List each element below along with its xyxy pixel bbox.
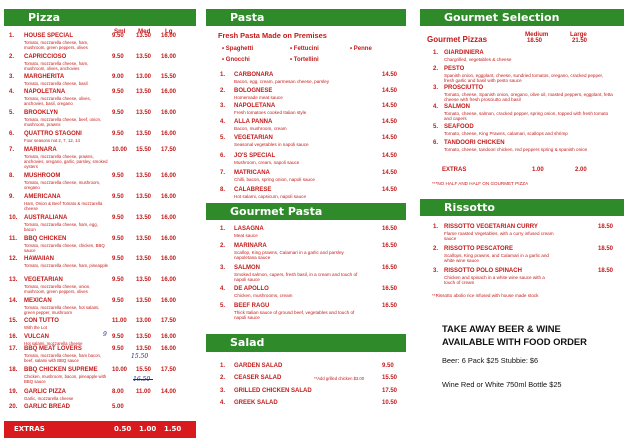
pizza-item-price: 13.00 [136,74,152,80]
risotto-item-name: RISSOTTO PESCATORE [444,246,514,252]
pizza-item-price: 16.00 [161,298,177,304]
pizza-item-number: 12. [9,256,18,262]
gourmet-pasta-item-number: 4. [220,286,226,292]
salad-item-price: 17.50 [382,388,398,394]
pasta-item-number: 3. [220,103,226,109]
pizza-extras-sml: 0.50 [114,425,132,433]
gourmet-extras-medium: 1.00 [532,167,544,173]
pizza-item-number: 5. [9,110,15,116]
risotto-header-band [420,199,624,216]
pizza-item-price: 16.00 [161,173,177,179]
pizza-item-price: 9.50 [112,334,124,340]
gourmet-item-name: GIARDINIERA [444,50,484,56]
pizza-item-price: 9.50 [112,236,124,242]
pizza-item-price: 17.50 [161,147,177,153]
salad-item-number: 4. [220,400,226,406]
pasta-item-price: 14.50 [382,88,398,94]
gourmet-pasta-item-desc: Scallop, King prawns, Calamari in a garlic and parsley napoletana sauce [234,250,344,260]
pizza-item-number: 19. [9,389,18,395]
gourmet-pasta-item-name: DE APOLLO [234,286,269,292]
pizza-item-price: 16.00 [161,215,177,221]
pizza-item-number: 1. [9,33,15,39]
gourmet-pasta-item-desc: Meat sauce [234,233,258,238]
pasta-item-name: CARBONARA [234,72,274,78]
pasta-item-price: 14.50 [382,119,398,125]
gourmet-pasta-item-price: 16.50 [382,243,398,249]
pizza-item-price: 15.50 [136,147,152,153]
risotto-item-number: 2. [433,246,439,252]
pizza-item-price: 9.50 [112,54,124,60]
pizza-item-price: 8.00 [112,389,124,395]
pizza-item-price: 16.00 [161,256,177,262]
pizza-item-name: VULCAN [24,334,49,340]
pasta-type-fettucini: • Fettucini [290,46,319,52]
gourmet-pasta-title: Gourmet Pasta [230,205,323,218]
pizza-item-price: 9.00 [112,74,124,80]
pizza-item-price: 16.00 [161,277,177,283]
salad-item-number: 3. [220,388,226,394]
pizza-item-desc: Tomato, mozzarella cheese, ham, mushroom, green peppers, olives [24,40,89,50]
pizza-item-number: 4. [9,89,15,95]
risotto-item-number: 1. [433,224,439,230]
pizza-item-name: AUSTRALIANA [24,215,68,221]
pizza-title: Pizza [28,11,61,24]
pizza-item-price: 14.00 [161,389,177,395]
pizza-item-price: 16.00 [161,236,177,242]
pasta-item-number: 1. [220,72,226,78]
pizza-item-price: 16.00 [161,33,177,39]
gourmet-pasta-item-price: 16.50 [382,226,398,232]
risotto-item-desc: Scallops, King prawns, and Calamari in a garlic and white wine sauce [444,253,549,263]
salad-header-band [206,334,406,352]
gourmet-pasta-item-name: LASAGNA [234,226,264,232]
pizza-item-price: 13.50 [136,236,152,242]
pasta-item-desc: Hot salami, capsicum, napoli sauce [234,194,307,199]
pizza-item-price: 9.50 [112,346,124,352]
pizza-item-desc: Tomato, mozzarella cheese, ham, pineapple [24,263,109,268]
pasta-item-number: 2. [220,88,226,94]
pasta-type-tortellini: • Tortellini [290,57,319,63]
pizza-item-name: BBQ MEAT LOVERS [24,346,82,352]
pasta-item-name: NAPOLETANA [234,103,276,109]
pizza-item-price: 9.50 [112,110,124,116]
pizza-item-price: 16.00 [161,54,177,60]
pizza-item-name: BBQ CHICKEN [24,236,67,242]
salad-item-name: GRILLED CHICKEN SALAD [234,388,312,394]
pizza-item-number: 3. [9,74,15,80]
pasta-made-on: Fresh Pasta Made on Premises [218,31,327,40]
pizza-item-price: 16.00 [161,110,177,116]
gourmet-pasta-item-number: 3. [220,265,226,271]
gourmet-item-desc: Tomato, cheese, King Prawns, calamari, scallops and shrimp [444,131,568,136]
size-header-lg: Lg [165,28,173,35]
gourmet-item-name: TANDOORI CHICKEN [444,140,505,146]
pizza-item-price: 13.50 [136,277,152,283]
size-header-med: Med [138,28,151,35]
handwritten-price-14: 15.50 [131,353,149,360]
pizza-column [0,0,200,446]
pizza-item-name: AMERICANA [24,194,61,200]
salad-item-price: 15.50 [382,375,398,381]
pizza-item-name: HAWAIIAN [24,256,54,262]
gourmet-item-desc: Tomato, cheese, Spanish onion, oregano, olive oil, roasted peppers, eggplant, fetta cheese with fresh prosciutto and basil [444,92,613,102]
pizza-item-number: 17. [9,346,18,352]
pizza-item-price: 16.00 [161,346,177,352]
pasta-item-desc: Homemade meat sauce [234,95,283,100]
pizza-item-number: 9. [9,194,15,200]
pasta-item-desc: Seasonal vegetables in napoli sauce [234,142,309,147]
pasta-item-price: 14.50 [382,153,398,159]
risotto-item-desc: Chicken and spinach in a white wine sauce with a touch of cream [444,275,545,285]
pasta-item-desc: Bacon, egg, cream, parmesan cheese, parsley [234,79,329,84]
gourmet-extras-large: 2.00 [575,167,587,173]
gourmet-subtitle: Gourmet Pizzas [427,35,488,44]
pasta-item-price: 14.50 [382,103,398,109]
pizza-item-number: 18. [9,367,18,373]
pizza-item-price: 9.50 [112,215,124,221]
pizza-item-price: 13.50 [136,131,152,137]
pizza-item-price: 13.50 [136,54,152,60]
pasta-item-number: 4. [220,119,226,125]
pizza-header-band [4,9,196,26]
pizza-item-name: GARLIC BREAD [24,404,70,410]
pizza-item-price: 17.50 [161,318,177,324]
pizza-extras-label: EXTRAS [14,425,45,433]
pizza-item-price: 11.00 [112,318,127,324]
gourmet-pasta-item-name: MARINARA [234,243,267,249]
pizza-item-name: VEGETARIAN [24,277,63,283]
pizza-item-name: CAPRICCIOSO [24,54,67,60]
pizza-item-price: 5.00 [112,404,124,410]
pasta-item-name: CALABRESE [234,187,272,193]
gourmet-price-medium: 18.50 [527,38,543,44]
pizza-extras-med: 1.00 [139,425,157,433]
pizza-item-price: 11.00 [136,389,151,395]
salad-item-number: 2. [220,375,226,381]
risotto-note: **Rissotto abolio rice infused with house made stock [432,293,539,298]
pizza-item-number: 20. [9,404,18,410]
pizza-item-price: 17.50 [161,367,177,373]
takeaway-line1: TAKE AWAY BEER & WINE [442,323,561,334]
pizza-item-name: BROOKLYN [24,110,58,116]
pizza-item-desc: Garlic, mozzarella cheese [24,396,74,401]
pizza-item-desc: Tomato, mozzarella cheese, ham, mushroom, olives, anchovies [24,61,89,71]
gourmet-item-desc: Spanish onion, eggplant, cheese, sundried tomatos, oregano, cracked pepper, fresh garlic and basil with pesto sauce [444,73,604,83]
pizza-item-desc: Tomato, mozzarella cheese, chicken, BBQ sauce [24,243,105,253]
gourmet-extras-label: EXTRAS [442,167,467,173]
pasta-item-name: ALLA PANNA [234,119,273,125]
gourmet-note: ***NO HALF AND HALF ON GOURMET PIZZA [432,181,529,186]
pasta-item-price: 14.50 [382,170,398,176]
salad-item-name: GARDEN SALAD [234,363,283,369]
gourmet-pasta-item-number: 1. [220,226,226,232]
pizza-extras-lg: 1.50 [164,425,182,433]
salad-item-name: GREEK SALAD [234,400,278,406]
pizza-item-desc: Tomato, mozzarella cheese, hot salami, green pepper, mushroom [24,305,100,315]
pizza-item-name: NAPOLETANA [24,89,66,95]
salad-item-note: **Add grilled chicken $3.00 [314,376,365,381]
pasta-item-number: 8. [220,187,226,193]
risotto-item-number: 3. [433,268,439,274]
pizza-item-name: HOUSE SPECIAL [24,33,74,39]
pasta-item-name: VEGETARIAN [234,135,273,141]
pasta-type-gnocchi: • Gnocchi [222,57,250,63]
gourmet-pasta-item-name: BEEF RAGU [234,303,270,309]
takeaway-line2: AVAILABLE WITH FOOD ORDER [442,336,587,347]
pizza-item-name: GARLIC PIZZA [24,389,66,395]
pizza-item-desc: Tomato, mozzarella cheese, beef, onion, mushroom, prawns [24,117,102,127]
gourmet-item-name: SEAFOOD [444,124,474,130]
gourmet-size-large: Large [570,31,587,38]
pizza-item-number: 6. [9,131,15,137]
pasta-item-price: 14.50 [382,187,398,193]
gourmet-pasta-item-price: 16.50 [382,286,398,292]
pizza-item-desc: Ham, Onion & Beef Tomato & mozzarella cheese [24,201,103,211]
pizza-item-desc: Tomato, mozzarella cheese, olives, anchovies, basil, oregano [24,96,91,106]
risotto-title: Rissotto [444,201,495,214]
pasta-title: Pasta [230,11,265,24]
pizza-item-price: 9.50 [112,277,124,283]
pizza-extras-band [4,421,196,438]
gourmet-item-desc: Tomato, cheese, salmon, cracked pepper, spring onion, topped with fresh tomato and capers [444,111,609,121]
size-header-sml: Sml [114,28,126,35]
pizza-item-price: 10.00 [112,147,128,153]
gourmet-item-number: 4. [433,104,439,110]
pizza-item-desc: Tomato, mozzarella cheese, basil [24,81,88,86]
strikethrough-mark [133,379,153,380]
pizza-item-number: 8. [9,173,15,179]
gourmet-pasta-item-desc: Thick Italian sauce of ground beef, vegetables and touch of napoli sauce [234,310,355,320]
pizza-item-desc: Tomato, mozzarella cheese, prawns, anchovies, oregano, garlic, parsley, smoked oysters [24,154,108,169]
pizza-item-name: QUATTRO STAGONI [24,131,82,137]
pizza-item-price: 13.50 [136,346,152,352]
pizza-item-desc: Tomato, mozzarella cheese, onion, mushroom, green peppers, olives [24,284,91,294]
salad-item-price: 10.50 [382,400,398,406]
pizza-item-price: 13.50 [136,110,152,116]
gourmet-pasta-item-number: 2. [220,243,226,249]
gourmet-item-name: SALMON [444,104,470,110]
pasta-item-desc: Mushroom, cream, napoli sauce [234,160,300,165]
pizza-item-price: 15.50 [161,74,177,80]
pizza-item-price: 13.50 [136,89,152,95]
pizza-item-price: 16.00 [161,131,177,137]
gourmet-pasta-item-number: 5. [220,303,226,309]
pasta-item-name: JO'S SPECIAL [234,153,276,159]
pizza-item-desc: Chicken, mushroom, bacon, pineapple with BBQ sauce [24,374,107,384]
pizza-item-desc: Four seasons not 2, 7, 12, 14 [24,138,80,143]
pasta-item-name: BOLOGNESE [234,88,273,94]
takeaway-wine: Wine Red or White 750ml Bottle $25 [442,380,562,389]
risotto-item-desc: Flame roasted Vegetables, with a curry infused cream sauce [444,231,554,241]
gourmet-pasta-item-desc: Smoked salmon, capers, fresh basil, in a cream and touch of napoli sauce [234,272,358,282]
pizza-item-price: 16.00 [161,334,177,340]
salad-item-number: 1. [220,363,226,369]
pizza-item-number: 11. [9,236,18,242]
risotto-item-price: 18.50 [598,246,614,252]
risotto-item-name: RISSOTTO POLO SPINACH [444,268,522,274]
pasta-item-number: 6. [220,153,226,159]
pizza-item-name: BBQ CHICKEN SUPREME [24,367,98,373]
pizza-item-price: 9.50 [112,298,124,304]
pizza-item-desc: Tomato, mozzarella cheese, ham bacon, beef, salami with BBQ sauce [24,353,102,363]
gourmet-item-number: 3. [433,85,439,91]
pizza-item-price: 13.50 [136,33,152,39]
pasta-item-number: 5. [220,135,226,141]
gourmet-pasta-header-band [206,203,406,220]
pizza-item-price: 13.50 [136,173,152,179]
pizza-item-price: 9.50 [112,33,124,39]
pizza-item-desc: Tomato, mozzarella cheese, mushroom, oregano [24,180,101,190]
risotto-item-price: 18.50 [598,224,614,230]
gourmet-item-number: 2. [433,66,439,72]
takeaway-beer: Beer: 6 Pack $25 Stubbie: $6 [442,356,539,365]
gourmet-price-large: 21.50 [572,38,588,44]
pizza-item-number: 15. [9,318,18,324]
pasta-item-name: MATRICANA [234,170,270,176]
pizza-item-number: 14. [9,298,18,304]
pizza-item-desc: With the Lot [24,325,47,330]
pizza-item-price: 16.00 [161,194,177,200]
risotto-item-price: 18.50 [598,268,614,274]
gourmet-column [420,0,626,446]
pasta-item-desc: Bacon, mushroom, cream [234,126,287,131]
salad-item-name: CEASER SALAD [234,375,282,381]
pizza-item-name: MEXICAN [24,298,52,304]
pasta-item-price: 14.50 [382,72,398,78]
pizza-item-price: 13.00 [136,318,152,324]
pasta-type-spaghetti: • Spaghetti [222,46,254,52]
pizza-item-number: 7. [9,147,15,153]
pizza-item-name: MARINARA [24,147,57,153]
pizza-item-name: CON TUTTO [24,318,59,324]
gourmet-title: Gourmet Selection [444,11,560,24]
risotto-item-name: RISSOTTO VEGETARIAN CURRY [444,224,538,230]
gourmet-pasta-item-price: 16.50 [382,265,398,271]
pizza-item-desc: Hot salami, mozzarella cheese [24,341,83,346]
gourmet-item-number: 6. [433,140,439,146]
pizza-item-number: 16. [9,334,18,340]
pasta-column [206,0,412,446]
pasta-item-price: 14.50 [382,135,398,141]
pizza-item-price: 13.50 [136,256,152,262]
gourmet-header-band [420,9,624,26]
gourmet-item-number: 5. [433,124,439,130]
pizza-item-price: 9.50 [112,173,124,179]
pasta-item-desc: Chilli, bacon, spring onion, napoli sauce [234,177,315,182]
gourmet-pasta-item-desc: Chicken, mushrooms, cream [234,293,293,298]
pizza-item-price: 15.50 [136,367,152,373]
gourmet-item-desc: Tomato, cheese, tandoori chicken, red peppers spring & spanish onion [444,147,588,152]
pizza-item-price: 13.50 [136,334,152,340]
pizza-item-price: 9.50 [112,89,124,95]
pizza-item-price: 9.50 [112,131,124,137]
pizza-item-price: 13.50 [136,194,152,200]
pizza-item-price: 10.00 [112,367,128,373]
pizza-item-desc: Tomato, mozzarella cheese, ham, egg, bacon [24,222,98,232]
pizza-item-price: 9.50 [112,194,124,200]
gourmet-pasta-item-name: SALMON [234,265,260,271]
gourmet-item-name: PESTO [444,66,465,72]
pizza-item-number: 10. [9,215,18,221]
pizza-item-name: MARGHERITA [24,74,65,80]
pasta-type-penne: • Penne [350,46,372,52]
salad-item-price: 9.50 [382,363,394,369]
gourmet-item-name: PROSCIUTTO [444,85,484,91]
pizza-item-name: MUSHROOM [24,173,61,179]
gourmet-item-number: 1. [433,50,439,56]
handwritten-price-13: 9 [103,331,107,338]
pizza-item-price: 16.00 [161,89,177,95]
salad-title: Salad [230,336,265,349]
pasta-header-band [206,9,406,26]
pizza-item-price: 9.50 [112,256,124,262]
pizza-item-number: 13. [9,277,18,283]
gourmet-pasta-item-price: 16.50 [382,303,398,309]
pizza-item-price: 13.50 [136,215,152,221]
gourmet-size-medium: Medium [525,31,549,38]
pasta-item-desc: Fresh tomatoes cooked Italian style [234,110,307,115]
gourmet-item-desc: Chargrilled, vegetables & cheese [444,57,512,62]
pizza-item-price: 13.50 [136,298,152,304]
pasta-item-number: 7. [220,170,226,176]
pizza-item-number: 2. [9,54,15,60]
